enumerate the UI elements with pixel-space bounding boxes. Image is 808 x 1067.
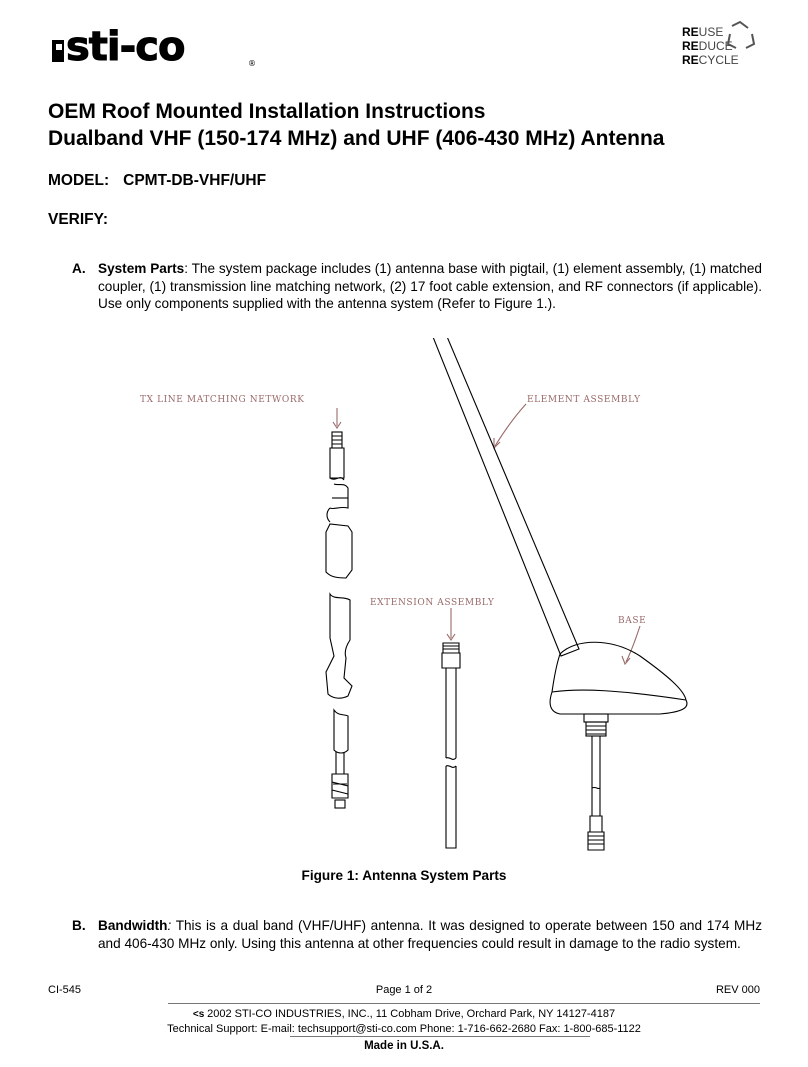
title-line-1: OEM Roof Mounted Installation Instructions (48, 100, 486, 123)
item-heading: Bandwidth (98, 918, 168, 933)
company-address: 2002 STI-CO INDUSTRIES, INC., 11 Cobham Drive, Orchard Park, NY 14127-4187 (207, 1008, 616, 1020)
model-label: MODEL: (48, 172, 110, 189)
label-extension: EXTENSION ASSEMBLY (370, 598, 495, 608)
made-in-usa: Made in U.S.A. (364, 1040, 444, 1052)
item-system-parts: A. System Parts: The system package includes (1) antenna base with pigtail, (1) element assembly, (1) matched coupler, (1) transmission line matching network, (2) 17 foot cable extension, and RF connectors (if applicable). Use only components supplied with the antenna system (Refer to Figure 1.). (72, 261, 762, 311)
svg-text:REUSE: REUSE (682, 25, 724, 39)
model-line (48, 172, 266, 190)
verify-heading: VERIFY: (48, 211, 108, 228)
small-logo-icon: <s (192, 1009, 208, 1020)
label-base: BASE (618, 616, 647, 626)
item-letter: B. (72, 918, 86, 933)
page-number: Page 1 of 2 (375, 984, 433, 996)
model-value: CPMT-DB-VHF/UHF (123, 172, 267, 189)
figure-caption: Figure 1: Antenna System Parts (301, 868, 507, 883)
element-assembly (427, 338, 579, 656)
svg-text:®: ® (248, 59, 256, 68)
item-text: This is a dual band (VHF/UHF) antenna. It was designed to operate between 150 and 174 MHz and 406-430 MHz only. Using this antenna at other frequencies could result in damage to the radio system. (98, 918, 762, 951)
revision: REV 000 (715, 984, 760, 996)
svg-text:REDUCE: REDUCE (682, 39, 733, 53)
title-line-2: Dualband VHF (150-174 MHz) and UHF (406-430 MHz) Antenna (48, 127, 665, 150)
item-heading: System Parts (98, 261, 185, 276)
sti-co-logo (52, 14, 257, 68)
tech-support: Technical Support: E-mail: techsupport@sti-co.com Phone: 1-716-662-2680 Fax: 1-800-685-1122 (167, 1023, 641, 1035)
label-element: ELEMENT ASSEMBLY (527, 395, 641, 405)
tx-matching-network (326, 432, 352, 808)
document-title (48, 98, 665, 152)
svg-text:RECYCLE: RECYCLE (682, 53, 739, 67)
recycle-badge (680, 20, 760, 70)
extension-assembly (442, 643, 460, 848)
label-tx-line: TX LINE MATCHING NETWORK (140, 395, 305, 405)
antenna-figure (0, 338, 808, 858)
footer-divider (168, 1003, 760, 1004)
item-letter: A. (72, 261, 86, 276)
antenna-base (550, 642, 687, 850)
item-bandwidth: B. Bandwidth: This is a dual band (VHF/UHF) antenna. It was designed to operate between 150 and 174 MHz and 406-430 MHz only. Using this antenna at other frequencies could result in damage to the radio system. (72, 918, 762, 951)
footer-divider-2 (290, 1036, 590, 1037)
logo-text: sti-co (66, 24, 185, 68)
doc-number: CI-545 (48, 984, 82, 996)
item-text: The system package includes (1) antenna base with pigtail, (1) element assembly, (1) matched coupler, (1) transmission line matching network, (2) 17 foot cable extension, and RF connectors (if applicable). Use only components supplied with the antenna system (Refer to Figure 1.). (98, 261, 762, 311)
footer-address (48, 1007, 760, 1036)
